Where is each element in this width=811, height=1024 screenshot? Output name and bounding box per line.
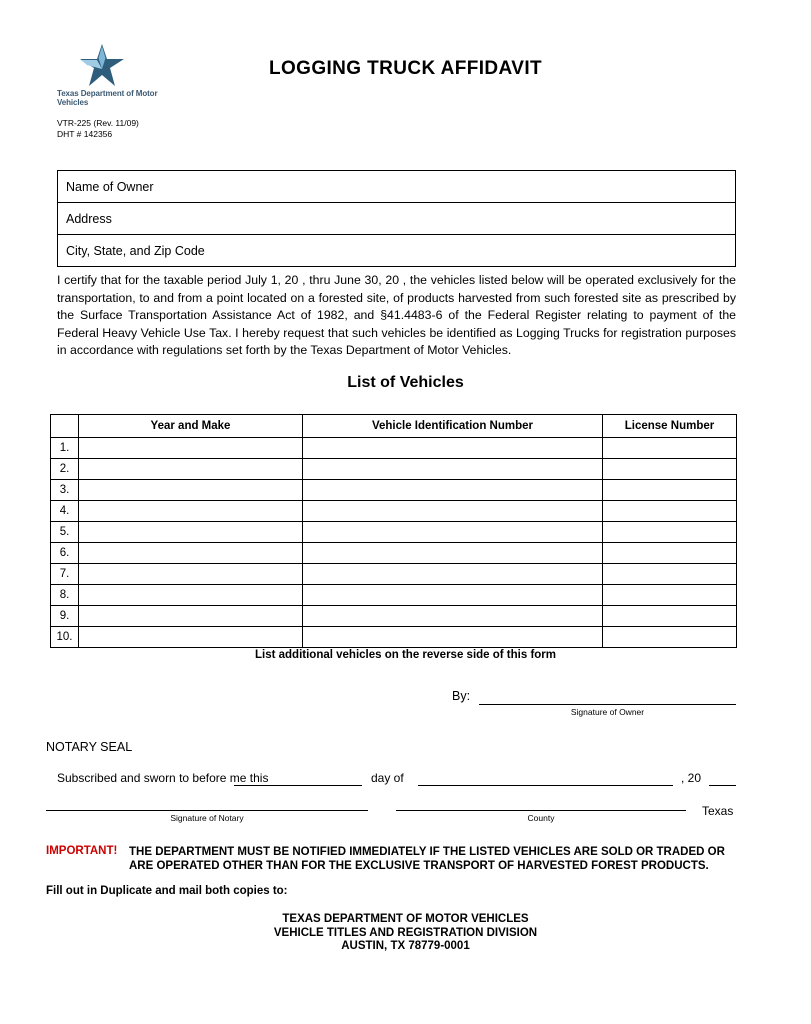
- dht-number: DHT # 142356: [57, 129, 113, 139]
- table-row: [51, 564, 737, 585]
- column-header-vin: Vehicle Identification Number: [303, 415, 603, 438]
- table-row: [51, 501, 737, 522]
- field-city-state-zip[interactable]: City, State, and Zip Code: [58, 235, 736, 267]
- sworn-statement-text: Subscribed and sworn to before me this: [57, 771, 269, 785]
- cell-vin[interactable]: [303, 606, 603, 627]
- cell-vin[interactable]: [303, 585, 603, 606]
- cell-license[interactable]: [603, 585, 737, 606]
- form-number: VTR-225 (Rev. 11/09): [57, 118, 139, 128]
- cell-license[interactable]: [603, 459, 737, 480]
- day-of-label: day of: [371, 771, 404, 785]
- table-row: [58, 203, 736, 235]
- cell-year-make[interactable]: [79, 501, 303, 522]
- cell-license[interactable]: [603, 564, 737, 585]
- table-row: [51, 522, 737, 543]
- cell-license[interactable]: [603, 522, 737, 543]
- signature-owner-caption: Signature of Owner: [570, 707, 645, 717]
- table-row: [51, 585, 737, 606]
- table-row: [58, 235, 736, 267]
- vehicles-table: [50, 414, 737, 648]
- row-index: 9.: [51, 606, 79, 627]
- agency-logo-text: Texas Department of Motor Vehicles: [57, 89, 158, 107]
- row-index: 1.: [51, 438, 79, 459]
- certification-paragraph: I certify that for the taxable period July 1, 20 , thru June 30, 20 , the vehicles listed below will be operated exclusively for the transportation, to and from a point located on a forested site, of products harvested from such forested site as prescribed by the Surface Transportation Assistance Act of 1982, and §41.4483-6 of the Federal Register relating to payment of the Federal Heavy Vehicle Use Tax. I hereby request that such vehicles be identified as Logging Trucks for registration purposes in accordance with regulations set forth by the Texas Department of Motor Vehicles.: [57, 273, 736, 357]
- year-prefix-label: , 20: [681, 771, 702, 785]
- form-identifiers: [57, 118, 139, 140]
- table-row: [51, 480, 737, 501]
- field-address[interactable]: Address: [58, 203, 736, 235]
- table-row: [51, 606, 737, 627]
- cell-year-make[interactable]: [79, 564, 303, 585]
- column-header-year-make: Year and Make: [79, 415, 303, 438]
- cell-vin[interactable]: [303, 438, 603, 459]
- signature-notary-line[interactable]: [46, 810, 368, 811]
- row-index: 10.: [51, 627, 79, 648]
- cell-license[interactable]: [603, 543, 737, 564]
- duplicate-instruction: Fill out in Duplicate and mail both copies to:: [46, 885, 288, 897]
- cell-vin[interactable]: [303, 522, 603, 543]
- reverse-side-note: List additional vehicles on the reverse side of this form: [255, 649, 556, 661]
- sworn-month-line[interactable]: [418, 785, 673, 786]
- cell-vin[interactable]: [303, 543, 603, 564]
- agency-name: TEXAS DEPARTMENT OF MOTOR VEHICLES: [282, 913, 529, 925]
- owner-information-table: [57, 170, 736, 267]
- table-row: [51, 438, 737, 459]
- cell-vin[interactable]: [303, 480, 603, 501]
- table-row: [51, 459, 737, 480]
- table-row: [51, 543, 737, 564]
- vehicles-section-title: List of Vehicles: [347, 374, 464, 391]
- field-name-of-owner[interactable]: Name of Owner: [58, 171, 736, 203]
- state-label: Texas: [702, 804, 734, 818]
- county-line[interactable]: [396, 810, 686, 811]
- cell-license[interactable]: [603, 438, 737, 459]
- page-title: LOGGING TRUCK AFFIDAVIT: [268, 58, 543, 79]
- row-index: 4.: [51, 501, 79, 522]
- important-label: IMPORTANT!: [46, 845, 118, 857]
- cell-year-make[interactable]: [79, 606, 303, 627]
- column-header-license: License Number: [603, 415, 737, 438]
- cell-year-make[interactable]: [79, 480, 303, 501]
- row-index: 7.: [51, 564, 79, 585]
- table-row: [51, 627, 737, 648]
- cell-year-make[interactable]: [79, 543, 303, 564]
- sworn-day-line[interactable]: [234, 785, 362, 786]
- cell-year-make[interactable]: [79, 459, 303, 480]
- cell-license[interactable]: [603, 501, 737, 522]
- cell-year-make[interactable]: [79, 438, 303, 459]
- agency-city-zip: AUSTIN, TX 78779-0001: [341, 940, 470, 952]
- cell-license[interactable]: [603, 606, 737, 627]
- cell-license[interactable]: [603, 480, 737, 501]
- agency-division: VEHICLE TITLES AND REGISTRATION DIVISION: [273, 926, 538, 939]
- cell-vin[interactable]: [303, 459, 603, 480]
- row-index: 3.: [51, 480, 79, 501]
- cell-license[interactable]: [603, 627, 737, 648]
- row-index: 5.: [51, 522, 79, 543]
- important-notice-text: THE DEPARTMENT MUST BE NOTIFIED IMMEDIATELY IF THE LISTED VEHICLES ARE SOLD OR TRADED OR ARE OPERATED OTHER THAN FOR THE EXCLUSIVE TRANSPORT OF HARVESTED FOREST PRODUCTS.: [129, 846, 725, 872]
- row-index: 2.: [51, 459, 79, 480]
- column-header-index: [51, 415, 79, 438]
- notary-seal-label: NOTARY SEAL: [46, 740, 133, 754]
- sworn-year-line[interactable]: [709, 785, 736, 786]
- cell-vin[interactable]: [303, 627, 603, 648]
- by-label: By:: [452, 689, 471, 703]
- row-index: 6.: [51, 543, 79, 564]
- mailing-address-block: [0, 913, 811, 954]
- table-row: [58, 171, 736, 203]
- cell-vin[interactable]: [303, 564, 603, 585]
- cell-year-make[interactable]: [79, 627, 303, 648]
- cell-year-make[interactable]: [79, 522, 303, 543]
- table-header-row: [51, 415, 737, 438]
- row-index: 8.: [51, 585, 79, 606]
- form-header: [0, 0, 811, 139]
- cell-year-make[interactable]: [79, 585, 303, 606]
- cell-vin[interactable]: [303, 501, 603, 522]
- signature-owner-line[interactable]: [479, 704, 736, 705]
- signature-notary-caption: Signature of Notary: [170, 813, 244, 823]
- county-caption: County: [527, 813, 555, 823]
